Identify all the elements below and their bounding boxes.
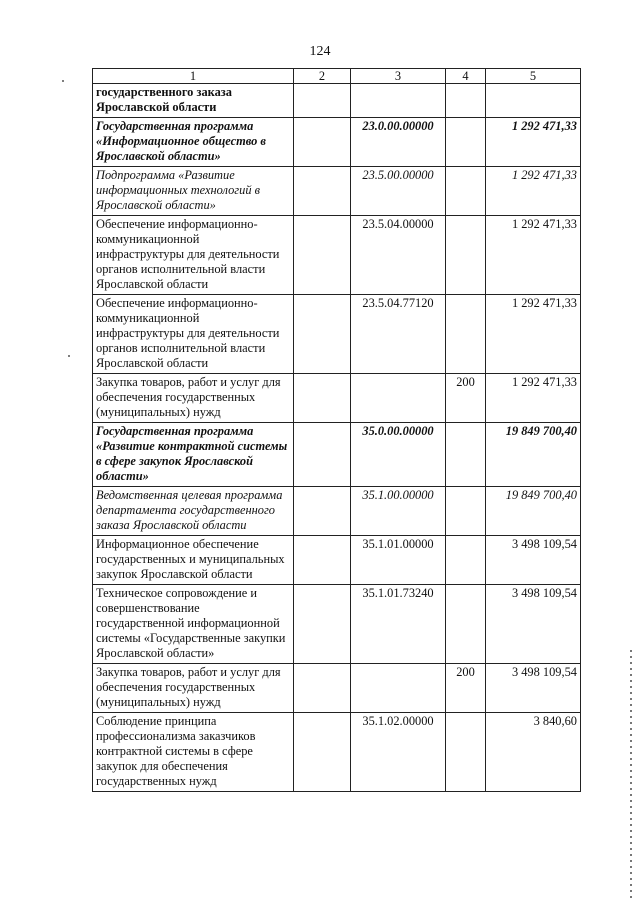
row-col2-cell: [294, 216, 351, 295]
row-code-cell: 23.0.00.00000: [351, 118, 446, 167]
row-expense-type-cell: [446, 713, 486, 792]
table-row: [93, 374, 581, 423]
row-amount-cell: 3 840,60: [486, 713, 581, 792]
row-name-cell: Соблюдение принципа профессионализма заказчиков контрактной системы в сфере закупок для обеспечения государственных нужд: [93, 713, 294, 792]
row-expense-type-cell: [446, 585, 486, 664]
scan-speck: [68, 355, 70, 357]
row-amount-cell: 1 292 471,33: [486, 167, 581, 216]
row-expense-type-cell: 200: [446, 664, 486, 713]
row-col2-cell: [294, 118, 351, 167]
row-expense-type-cell: 200: [446, 374, 486, 423]
row-expense-type-cell: [446, 118, 486, 167]
page-number: 124: [309, 44, 331, 59]
table-row: [93, 216, 581, 295]
scan-edge-mark: [630, 650, 632, 900]
header-col-1: 1: [93, 69, 294, 84]
row-code-cell: [351, 664, 446, 713]
row-col2-cell: [294, 664, 351, 713]
row-name-cell: Информационное обеспечение государственных и муниципальных закупок Ярославской области: [93, 536, 294, 585]
row-amount-cell: [486, 84, 581, 118]
table-row: [93, 713, 581, 792]
row-name-cell: Государственная программа «Развитие контрактной системы в сфере закупок Ярославской области»: [93, 423, 294, 487]
table-row: [93, 295, 581, 374]
table-row: [93, 167, 581, 216]
row-amount-cell: 1 292 471,33: [486, 118, 581, 167]
row-code-cell: 35.1.01.73240: [351, 585, 446, 664]
row-name-cell: Техническое сопровождение и совершенствование государственной информационной системы «Государственные закупки Ярославской области»: [93, 585, 294, 664]
table-row: [93, 84, 581, 118]
row-expense-type-cell: [446, 295, 486, 374]
row-code-cell: 35.1.02.00000: [351, 713, 446, 792]
row-amount-cell: 19 849 700,40: [486, 487, 581, 536]
row-col2-cell: [294, 487, 351, 536]
header-col-5: 5: [486, 69, 581, 84]
table-row: [93, 664, 581, 713]
header-col-3: 3: [351, 69, 446, 84]
row-expense-type-cell: [446, 487, 486, 536]
table-body: [93, 84, 581, 792]
budget-table: [92, 68, 581, 792]
row-expense-type-cell: [446, 216, 486, 295]
row-col2-cell: [294, 536, 351, 585]
row-name-cell: Ведомственная целевая программа департамента государственного заказа Ярославской области: [93, 487, 294, 536]
row-code-cell: 23.5.04.77120: [351, 295, 446, 374]
row-col2-cell: [294, 167, 351, 216]
row-amount-cell: 3 498 109,54: [486, 536, 581, 585]
table-row: [93, 423, 581, 487]
row-name-cell: Закупка товаров, работ и услуг для обеспечения государственных (муниципальных) нужд: [93, 664, 294, 713]
header-col-4: 4: [446, 69, 486, 84]
row-name-cell: Обеспечение информационно-коммуникационной инфраструктуры для деятельности органов исполнительной власти Ярославской области: [93, 216, 294, 295]
row-expense-type-cell: [446, 84, 486, 118]
row-amount-cell: 3 498 109,54: [486, 585, 581, 664]
row-name-cell: Подпрограмма «Развитие информационных технологий в Ярославской области»: [93, 167, 294, 216]
row-code-cell: [351, 84, 446, 118]
row-col2-cell: [294, 295, 351, 374]
header-col-2: 2: [294, 69, 351, 84]
row-col2-cell: [294, 84, 351, 118]
row-col2-cell: [294, 585, 351, 664]
table-row: [93, 585, 581, 664]
table-header-row: [93, 69, 581, 84]
table-row: [93, 487, 581, 536]
scan-speck: [62, 80, 64, 82]
row-amount-cell: 1 292 471,33: [486, 374, 581, 423]
row-amount-cell: 1 292 471,33: [486, 216, 581, 295]
row-code-cell: 35.1.01.00000: [351, 536, 446, 585]
row-name-cell: Закупка товаров, работ и услуг для обеспечения государственных (муниципальных) нужд: [93, 374, 294, 423]
row-code-cell: [351, 374, 446, 423]
row-code-cell: 23.5.00.00000: [351, 167, 446, 216]
row-expense-type-cell: [446, 536, 486, 585]
row-name-cell: государственного заказа Ярославской области: [93, 84, 294, 118]
row-code-cell: 23.5.04.00000: [351, 216, 446, 295]
row-amount-cell: 19 849 700,40: [486, 423, 581, 487]
row-expense-type-cell: [446, 167, 486, 216]
row-name-cell: Государственная программа «Информационное общество в Ярославской области»: [93, 118, 294, 167]
row-expense-type-cell: [446, 423, 486, 487]
table-row: [93, 118, 581, 167]
row-amount-cell: 1 292 471,33: [486, 295, 581, 374]
row-col2-cell: [294, 374, 351, 423]
row-name-cell: Обеспечение информационно-коммуникационной инфраструктуры для деятельности органов исполнительной власти Ярославской области: [93, 295, 294, 374]
table-row: [93, 536, 581, 585]
row-col2-cell: [294, 713, 351, 792]
row-col2-cell: [294, 423, 351, 487]
row-amount-cell: 3 498 109,54: [486, 664, 581, 713]
row-code-cell: 35.0.00.00000: [351, 423, 446, 487]
row-code-cell: 35.1.00.00000: [351, 487, 446, 536]
